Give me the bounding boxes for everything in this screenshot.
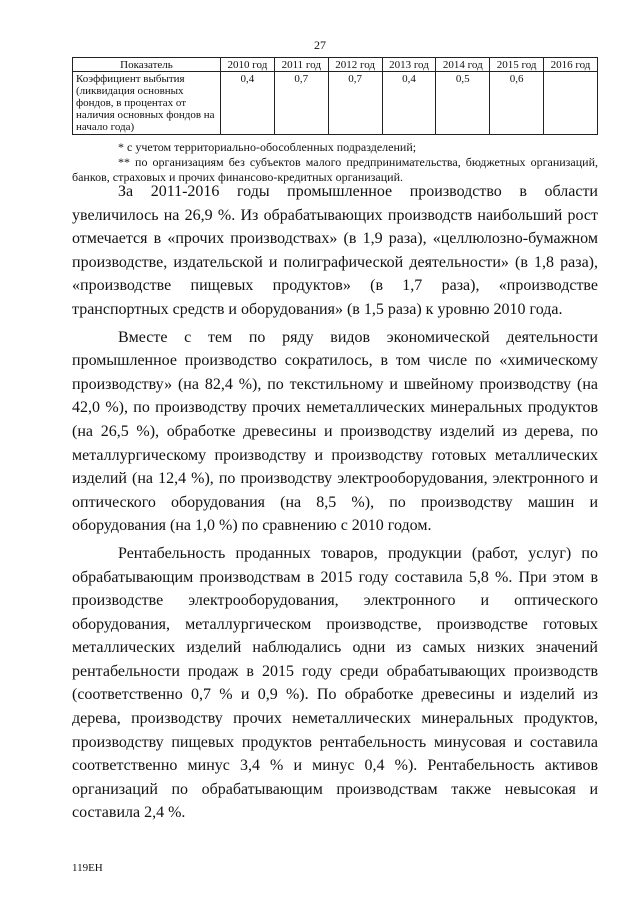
table-cell: 0,4	[382, 72, 436, 135]
paragraph: За 2011-2016 годы промышленное производство в области увеличилось на 26,9 %. Из обрабатывающих производств наибольший рост отмечается в «прочих производствах» (в 1,9 раза), «целлюлозно-бумажном производстве, издательской и полиграфической деятельности» (в 1,8 раза), «производстве пищевых продуктов» (в 1,7 раза), «производстве транспортных средств и оборудования» (в 1,5 раза) к уровню 2010 года.	[72, 183, 598, 318]
header-year: 2011 год	[274, 58, 328, 72]
header-year: 2010 год	[221, 58, 275, 72]
footnote: ** по организациям без субъектов малого предпринимательства, бюджетных организаций, банков, страховых и прочих финансово-кредитных организаций.	[72, 155, 598, 184]
header-year: 2016 год	[544, 58, 598, 72]
page-number: 27	[314, 38, 326, 52]
table-cell: 0,7	[274, 72, 328, 135]
footnote: * с учетом территориально-обособленных подразделений;	[118, 140, 417, 154]
header-year: 2015 год	[490, 58, 544, 72]
header-indicator: Показатель	[73, 58, 221, 72]
header-year: 2014 год	[436, 58, 490, 72]
body-text	[72, 180, 598, 825]
table-cell: 0,6	[490, 72, 544, 135]
header-year: 2013 год	[382, 58, 436, 72]
paragraph: Вместе с тем по ряду видов экономической деятельности промышленное производство сократилось, в том числе по «химическому производству» (на 82,4 %), по текстильному и швейному производству (на 42,0 %), по производству прочих неметаллических минеральных продуктов (на 26,5 %), обработке древесины и производству изделий из дерева, по металлургическому производству и производству готовых металлических изделий (на 12,4 %), по производству электрооборудования, электронного и оптического оборудования (на 8,5 %), по производству машин и оборудования (на 1,0 %) по сравнению с 2010 годом.	[72, 328, 598, 535]
footnotes	[72, 140, 598, 185]
paragraph: Рентабельность проданных товаров, продукции (работ, услуг) по обрабатывающим производствам в 2015 году составила 5,8 %. При этом в производстве электрооборудования, электронного и оптического оборудования, металлургическом производстве, производстве готовых металлических изделий наблюдались одни из самых низких значений рентабельности продаж в 2015 году среди обрабатывающих производств (соответственно 0,7 % и 0,9 %). По обработке древесины и изделий из дерева, производству прочих неметаллических минеральных продуктов, производству пищевых продуктов рентабельность минусовая и составила соответственно минус 3,4 % и минус 0,4 %). Рентабельность активов организаций по обрабатывающим производствам также невысокая и составила 2,4 %.	[72, 544, 598, 822]
row-label: Коэффициент выбытия (ликвидация основных фондов, в процентах от наличия основных фондов на начало года)	[73, 72, 221, 135]
table-cell: 0,7	[328, 72, 382, 135]
table-cell	[544, 72, 598, 135]
document-stamp: 119ЕН	[72, 862, 103, 874]
coefficient-table	[72, 57, 598, 135]
table-cell: 0,5	[436, 72, 490, 135]
table-row	[73, 72, 598, 135]
table-header-row	[73, 58, 598, 72]
header-year: 2012 год	[328, 58, 382, 72]
table-cell: 0,4	[221, 72, 275, 135]
